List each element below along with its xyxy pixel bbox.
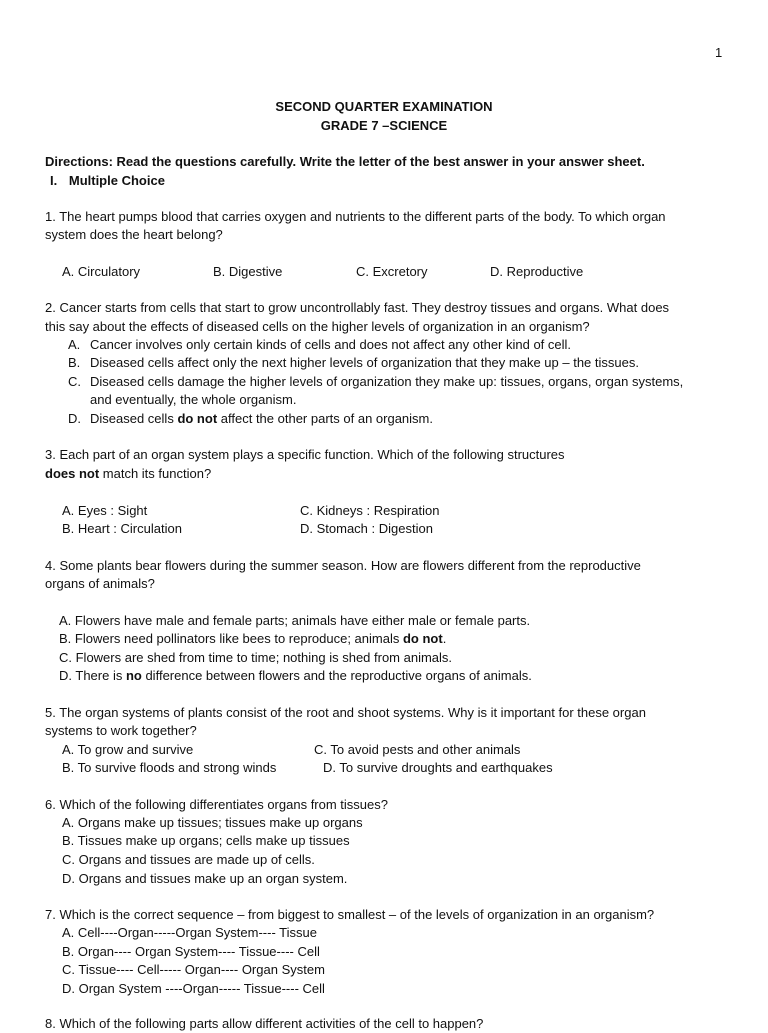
question-1-line1: 1. The heart pumps blood that carries oxygen and nutrients to the different parts of the body. To which organ xyxy=(45,209,666,224)
q4-option-a: A. Flowers have male and female parts; animals have either male or female parts. xyxy=(59,613,531,628)
q2-option-d-pre: Diseased cells xyxy=(90,411,178,426)
q3-option-c: C. Kidneys : Respiration xyxy=(300,503,440,518)
q5-option-b: B. To survive floods and strong winds xyxy=(62,760,277,775)
page-number: 1 xyxy=(715,45,723,60)
q7-option-a: A. Cell----Organ-----Organ System---- Tissue xyxy=(62,925,317,940)
q3-option-b: B. Heart : Circulation xyxy=(62,521,182,536)
q2-option-d-emphasis: do not xyxy=(177,411,218,426)
q2-option-a-letter: A. xyxy=(68,337,81,352)
question-3-emphasis: does not xyxy=(45,466,100,481)
section-numeral: I. xyxy=(50,173,58,188)
question-1-line2: system does the heart belong? xyxy=(45,227,223,242)
q7-option-c: C. Tissue---- Cell----- Organ---- Organ System xyxy=(62,962,325,977)
q7-option-b: B. Organ---- Organ System---- Tissue---- Cell xyxy=(62,944,320,959)
directions: Directions: Read the questions carefully. Write the letter of the best answer in your answer sheet. xyxy=(45,154,645,169)
q3-option-d: D. Stomach : Digestion xyxy=(300,521,433,536)
question-4-line1: 4. Some plants bear flowers during the summer season. How are flowers different from the reproductive xyxy=(45,558,641,573)
q7-option-d: D. Organ System ----Organ----- Tissue---- Cell xyxy=(62,981,325,996)
q1-option-d: D. Reproductive xyxy=(490,264,584,279)
q3-option-a: A. Eyes : Sight xyxy=(62,503,148,518)
q5-option-d: D. To survive droughts and earthquakes xyxy=(323,760,553,775)
q4-option-d-pre: D. There is xyxy=(59,668,126,683)
q1-option-a: A. Circulatory xyxy=(62,264,141,279)
q4-option-b-emphasis: do not xyxy=(402,631,443,646)
question-5-line1: 5. The organ systems of plants consist of the root and shoot systems. Why is it important for these organ xyxy=(45,705,646,720)
q2-option-c-letter: C. xyxy=(68,374,81,389)
question-4-line2: organs of animals? xyxy=(45,576,155,591)
q6-option-a: A. Organs make up tissues; tissues make up organs xyxy=(62,815,363,830)
exam-subtitle: GRADE 7 –SCIENCE xyxy=(320,118,448,133)
q6-option-b: B. Tissues make up organs; cells make up tissues xyxy=(62,833,350,848)
q1-option-b: B. Digestive xyxy=(213,264,283,279)
question-6-line1: 6. Which of the following differentiates organs from tissues? xyxy=(45,797,388,812)
question-5-line2: systems to work together? xyxy=(45,723,197,738)
exam-title: SECOND QUARTER EXAMINATION xyxy=(275,99,493,114)
section-heading xyxy=(50,172,165,190)
q6-option-c: C. Organs and tissues are made up of cells. xyxy=(62,852,315,867)
q6-option-d: D. Organs and tissues make up an organ system. xyxy=(62,871,348,886)
question-2-line2: this say about the effects of diseased cells on the higher levels of organization in an organism? xyxy=(45,319,590,334)
q2-option-d-text xyxy=(90,410,433,428)
question-7-line1: 7. Which is the correct sequence – from biggest to smallest – of the levels of organization in an organism? xyxy=(45,907,655,922)
q5-option-a: A. To grow and survive xyxy=(62,742,194,757)
q2-option-c-continued: and eventually, the whole organism. xyxy=(90,392,297,407)
q4-option-b xyxy=(59,630,446,648)
q4-option-b-pre: B. Flowers need pollinators like bees to reproduce; animals xyxy=(59,631,403,646)
q2-option-d-letter: D. xyxy=(68,411,81,426)
q4-option-b-post: . xyxy=(442,631,447,646)
q4-option-d xyxy=(59,667,532,685)
question-2-line1: 2. Cancer starts from cells that start to grow uncontrollably fast. They destroy tissues and organs. What does xyxy=(45,300,670,315)
q4-option-d-post: difference between flowers and the reproductive organs of animals. xyxy=(141,668,532,683)
q2-option-b-letter: B. xyxy=(68,355,81,370)
q4-option-d-emphasis: no xyxy=(125,668,142,683)
question-3-line1: 3. Each part of an organ system plays a specific function. Which of the following structures xyxy=(45,447,565,462)
q2-option-a-text: Cancer involves only certain kinds of cells and does not affect any other kind of cell. xyxy=(90,337,572,352)
section-title: Multiple Choice xyxy=(68,173,165,188)
q2-option-b-text: Diseased cells affect only the next higher levels of organization that they make up – the tissues. xyxy=(90,355,639,370)
q2-option-c-text: Diseased cells damage the higher levels of organization they make up: tissues, organs, organ systems, xyxy=(90,374,684,389)
q5-option-c: C. To avoid pests and other animals xyxy=(314,742,521,757)
q2-option-d-post: affect the other parts of an organism. xyxy=(217,411,433,426)
question-3-line2-rest: match its function? xyxy=(99,466,212,481)
question-3-line2 xyxy=(45,465,211,483)
q1-option-c: C. Excretory xyxy=(356,264,428,279)
q4-option-c: C. Flowers are shed from time to time; nothing is shed from animals. xyxy=(59,650,453,665)
question-8-line1: 8. Which of the following parts allow different activities of the cell to happen? xyxy=(45,1016,484,1031)
